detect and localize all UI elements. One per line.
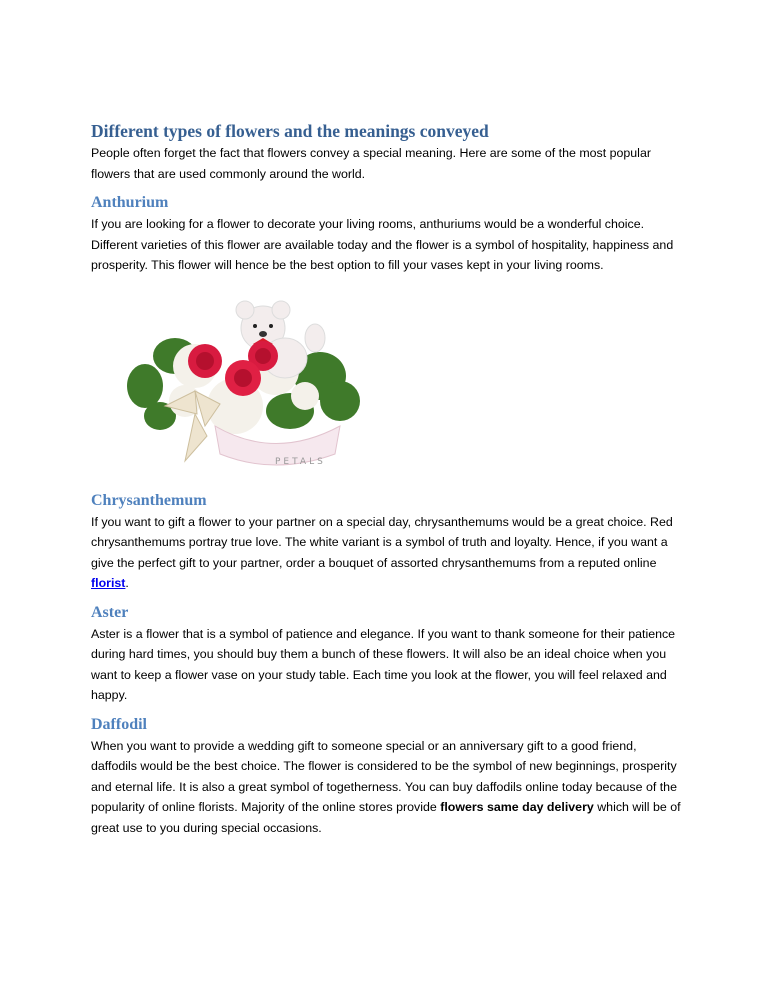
section-text-part: If you want to gift a flower to your partner on a special day, chrysanthemums would be a great choice. Red chrysanthemums portray true love. The white variant is a symbol of truth and loyalty. Hence, if you want a give the perfect gift to your partner, order a bouquet of assorted chrysanthemums from a reputed online (91, 514, 673, 570)
section-anthurium (91, 192, 681, 276)
document-page (91, 119, 681, 838)
image-watermark: PETALS (275, 456, 326, 467)
flower-bouquet-image (125, 286, 387, 476)
florist-link[interactable]: florist (91, 576, 126, 590)
section-heading: Aster (91, 603, 129, 621)
section-aster (91, 602, 681, 706)
section-heading: Chrysanthemum (91, 491, 207, 509)
section-text-part: When you want to provide a wedding gift to someone special or an anniversary gift to a good friend, daffodils would be the best choice. The flower is considered to be the symbol of new beginnings, prosperity and eternal life. It is also a great symbol of togetherness. You can buy daffodils online today because of the popularity of online florists. Majority of the online stores provide (91, 738, 677, 814)
section-text: If you are looking for a flower to decorate your living rooms, anthuriums would be a wonderful choice. Different varieties of this flower are available today and the flower is a symbol of hospitality, happiness and prosperity. This flower will hence be the best option to fill your vases kept in your living rooms. (91, 217, 674, 272)
section-heading: Anthurium (91, 194, 169, 211)
section-text (91, 736, 681, 839)
intro-paragraph: People often forget the fact that flowers convey a special meaning. Here are some of the most popular flowers that are used commonly around the world. (91, 146, 651, 181)
section-chrysanthemum (91, 490, 681, 594)
section-text-part: . (125, 576, 129, 590)
section-text (91, 512, 681, 594)
section-heading: Daffodil (91, 715, 147, 733)
section-text: Aster is a flower that is a symbol of patience and elegance. If you want to thank someone for their patience during hard times, you should buy them a bunch of these flowers. It will also be an ideal choice when you want to keep a flower vase on your study table. Each time you look at the flower, you will feel relaxed and happy. (91, 626, 676, 702)
bouquet-illustration (125, 286, 387, 476)
section-daffodil (91, 714, 681, 839)
document-title: Different types of flowers and the meanings conveyed (91, 121, 489, 141)
bold-phrase: flowers same day delivery (440, 800, 594, 814)
section-text-part: which will be of great use to you during special occasions. (91, 800, 681, 835)
